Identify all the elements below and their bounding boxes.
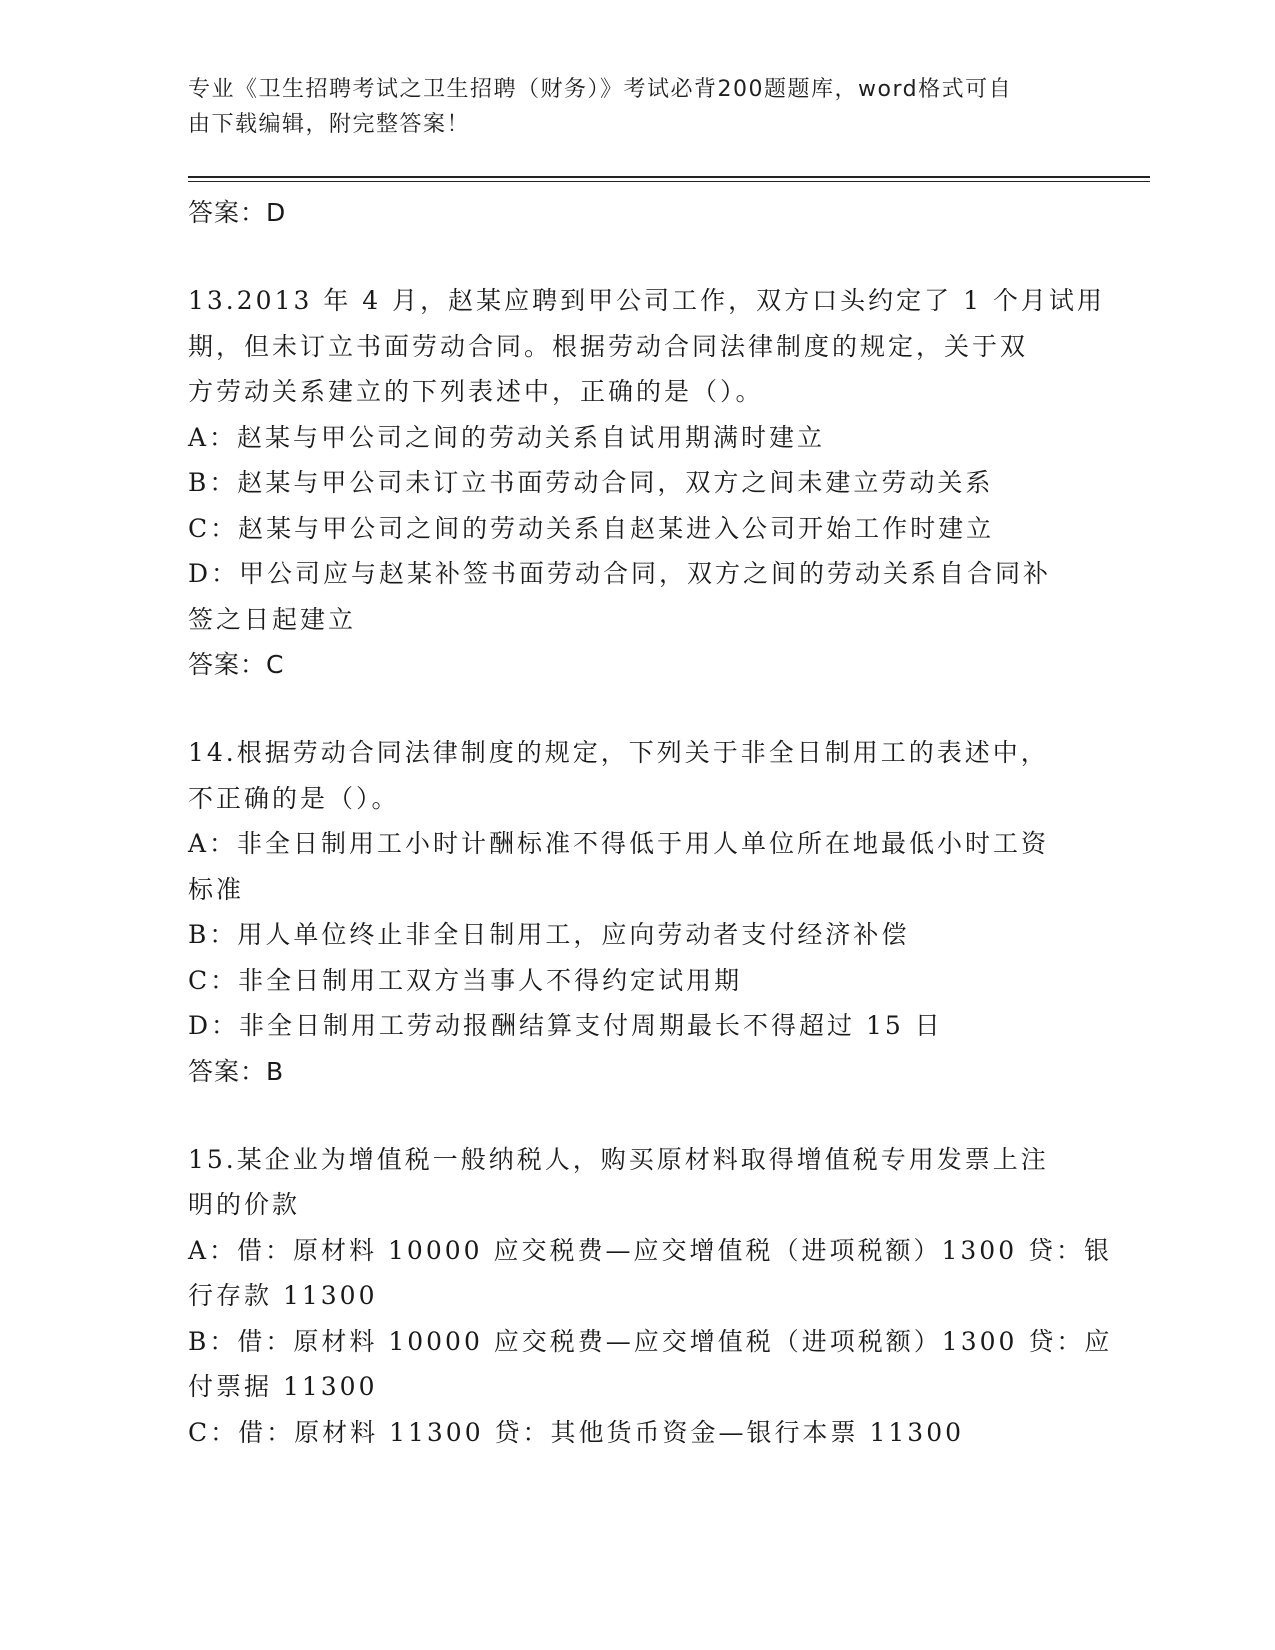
header-line-1: 专业《卫生招聘考试之卫生招聘（财务）》考试必背200题题库，word格式可自: [188, 77, 1013, 102]
question-13: [188, 278, 1105, 688]
spacer: [188, 688, 1088, 730]
option-c: C：赵某与甲公司之间的劳动关系自赵某进入公司开始工作时建立: [188, 513, 995, 543]
option-d: D：甲公司应与赵某补签书面劳动合同，双方之间的劳动关系自合同补: [188, 559, 1052, 588]
option-b-continued: 付票据 11300: [188, 1372, 378, 1401]
document-header: [188, 72, 1068, 142]
option-d-continued: 签之日起建立: [188, 604, 357, 634]
question-stem-line: 15.某企业为增值税一般纳税人，购买原材料取得增值税专用发票上注: [188, 1144, 1049, 1174]
option-b: B：用人单位终止非全日制用工，应向劳动者支付经济补偿: [188, 920, 910, 949]
option-b: B：借：原材料 10000 应交税费—应交增值税（进项税额）1300 贷：应: [188, 1326, 1113, 1356]
option-b: B：赵某与甲公司未订立书面劳动合同，双方之间未建立劳动关系: [188, 468, 994, 497]
question-14: [188, 730, 1088, 1095]
option-d: D：非全日制用工劳动报酬结算支付周期最长不得超过 15 日: [188, 1011, 943, 1040]
question-stem-line: 方劳动关系建立的下列表述中，正确的是（）。: [188, 377, 764, 406]
option-c: C：借：原材料 11300 贷：其他货币资金—银行本票 11300: [188, 1417, 965, 1447]
option-a-continued: 标准: [188, 874, 245, 904]
previous-answer: 答案：D: [188, 198, 287, 227]
option-a: A：借：原材料 10000 应交税费—应交增值税（进项税额）1300 贷：银: [188, 1235, 1113, 1265]
question-list: [188, 188, 1113, 1455]
option-c: C：非全日制用工双方当事人不得约定试用期: [188, 965, 743, 995]
option-a-continued: 行存款 11300: [188, 1281, 378, 1310]
option-a: A：非全日制用工小时计酬标准不得低于用人单位所在地最低小时工资: [188, 829, 1050, 858]
question-stem-line: 明的价款: [188, 1190, 301, 1219]
header-divider-thick: [188, 176, 1150, 178]
spacer: [188, 1095, 1088, 1137]
question-stem-line: 不正确的是（）。: [188, 783, 400, 813]
question-15: [188, 1137, 1113, 1456]
header-line-2: 由下载编辑，附完整答案！: [188, 112, 471, 137]
answer-14: 答案：B: [188, 1056, 285, 1086]
question-stem-line: 期，但未订立书面劳动合同。根据劳动合同法律制度的规定，关于双: [188, 331, 1029, 361]
header-divider-thin: [188, 181, 1150, 182]
spacer: [188, 236, 1088, 278]
answer-13: 答案：C: [188, 650, 285, 679]
question-stem-line: 13.2013 年 4 月，赵某应聘到甲公司工作，双方口头约定了 1 个月试用: [188, 286, 1105, 315]
question-stem-line: 14.根据劳动合同法律制度的规定，下列关于非全日制用工的表述中，: [188, 738, 1049, 767]
option-a: A：赵某与甲公司之间的劳动关系自试用期满时建立: [188, 422, 826, 452]
